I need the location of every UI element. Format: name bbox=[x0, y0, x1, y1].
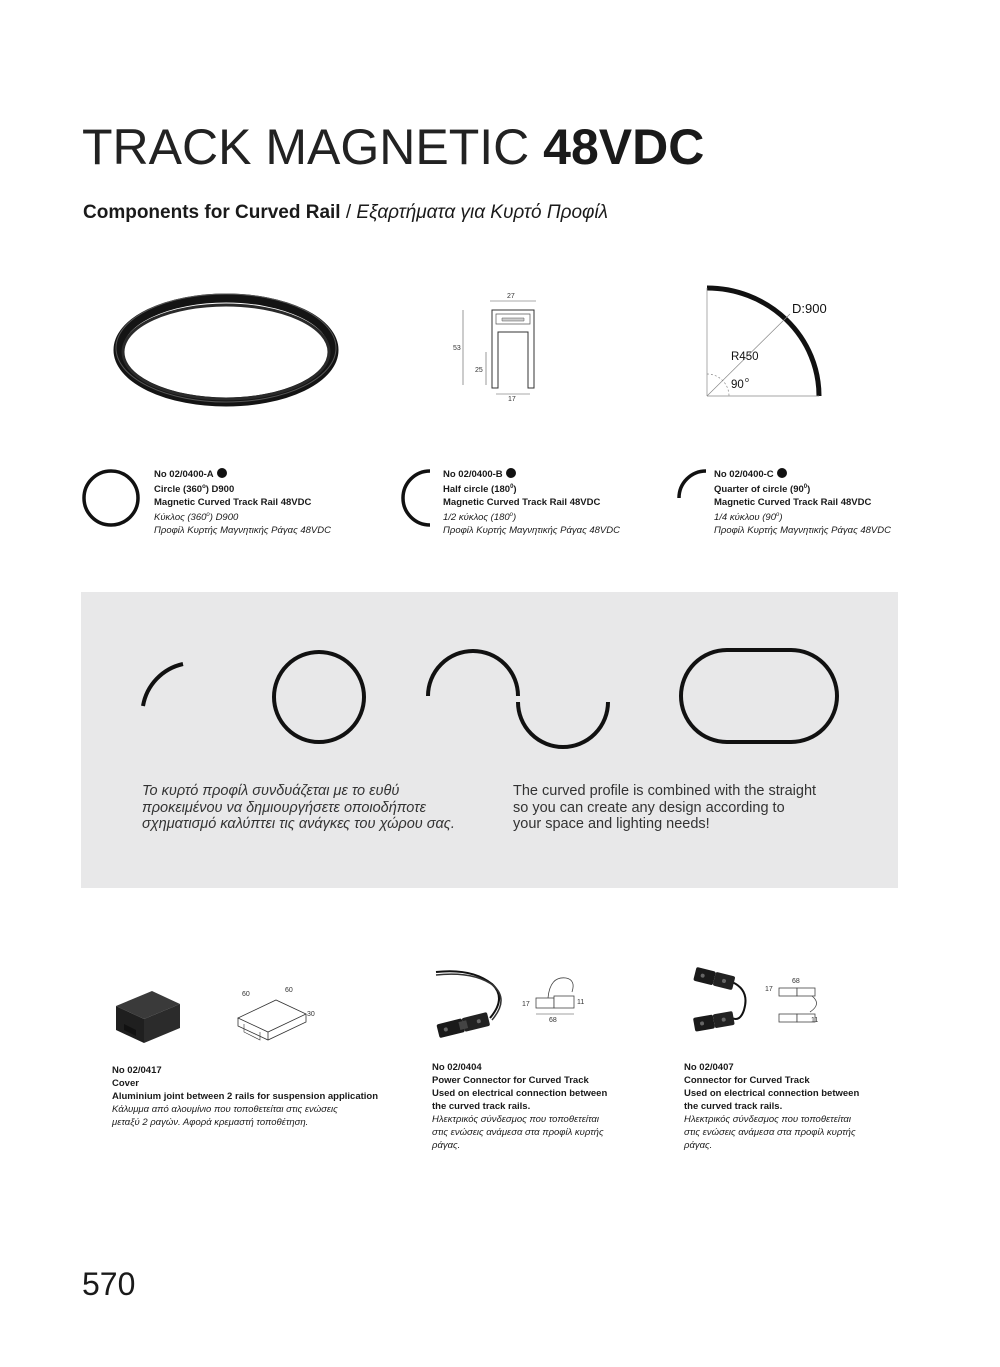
accessory-desc-line: the curved track rails. bbox=[432, 1101, 531, 1112]
accessory-gr-line: Κάλυμμα από αλουμίνιο που τοποθετείται στις ενώσεις bbox=[112, 1104, 338, 1115]
combo-english-line: so you can create any design according to bbox=[513, 799, 785, 816]
dim-27: 27 bbox=[507, 293, 515, 300]
product-gr-name: 1/2 κύκλος (180 bbox=[443, 512, 510, 524]
black-dot-icon bbox=[777, 468, 787, 478]
connector-dim-c: 11 bbox=[811, 1017, 819, 1024]
stadium-shape bbox=[681, 650, 837, 742]
subtitle-bold: Components for Curved Rail bbox=[83, 202, 341, 223]
product-gr-name-end: ) bbox=[513, 512, 517, 524]
product-gr-name-sup: o bbox=[206, 512, 210, 519]
s-curve-upper bbox=[428, 651, 518, 696]
combo-english-line: The curved profile is combined with the straight bbox=[513, 783, 817, 799]
cover-dim-w2: 60 bbox=[285, 987, 293, 994]
product-name: Half circle (180 bbox=[443, 484, 511, 496]
combo-greek-line: σχηματισμό καλύπτει τις ανάγκες του χώρου σας. bbox=[142, 816, 455, 832]
product-c bbox=[714, 468, 891, 537]
accessory-name: Cover bbox=[112, 1078, 139, 1089]
cover-photo bbox=[110, 988, 185, 1048]
product-name-end: ) bbox=[807, 484, 811, 496]
title-bold: 48VDC bbox=[543, 119, 705, 175]
page-number: 570 bbox=[82, 1266, 136, 1302]
full-circle-icon bbox=[82, 469, 142, 529]
radius-label: R450 bbox=[731, 351, 759, 363]
product-gr-name: 1/4 κύκλου (90 bbox=[714, 512, 776, 524]
product-name: Circle (360 bbox=[154, 484, 203, 496]
power-dim-c: 68 bbox=[549, 1017, 557, 1024]
accessory-gr-line: ράγας. bbox=[684, 1140, 713, 1151]
product-gr-name-end: ) bbox=[779, 512, 783, 524]
subtitle-italic: Εξαρτήματα για Κυρτό Προφίλ bbox=[356, 202, 609, 223]
combo-greek bbox=[142, 783, 455, 833]
product-code: No 02/0400-C bbox=[714, 469, 774, 480]
accessory-desc-line: the curved track rails. bbox=[684, 1101, 783, 1112]
combo-greek-line: Το κυρτό προφίλ συνδυάζεται με το ευθύ bbox=[142, 783, 400, 799]
profile-section-drawing bbox=[450, 290, 560, 405]
connector-dim-a: 68 bbox=[792, 978, 800, 985]
product-gr-name: Κύκλος (360 bbox=[154, 512, 207, 524]
cover-drawing bbox=[230, 980, 330, 1052]
product-a bbox=[154, 468, 331, 537]
product-type: Magnetic Curved Track Rail 48VDC bbox=[714, 497, 872, 509]
product-name-sup: o bbox=[202, 484, 206, 490]
product-gr-name-sup: o bbox=[776, 512, 780, 519]
product-gr-name-end: ) D900 bbox=[209, 512, 239, 524]
product-gr-type: Προφίλ Κυρτής Μαγνητικής Ράγας 48VDC bbox=[154, 525, 331, 537]
connector-drawing bbox=[762, 972, 832, 1030]
combo-english bbox=[513, 783, 816, 833]
circle-shape bbox=[274, 652, 364, 742]
accessory-gr-line: στις ενώσεις ανάμεσα στα προφίλ κυρτής bbox=[432, 1127, 604, 1138]
page-subtitle bbox=[83, 202, 608, 224]
product-gr-name-sup: o bbox=[509, 512, 514, 519]
accessory-gr-line: στις ενώσεις ανάμεσα στα προφίλ κυρτής bbox=[684, 1127, 856, 1138]
product-name-sup: 0 bbox=[803, 484, 808, 490]
connector-photo bbox=[692, 966, 757, 1038]
angle-degree: o bbox=[745, 377, 749, 384]
accessory-code: No 02/0417 bbox=[112, 1065, 162, 1076]
black-dot-icon bbox=[506, 468, 516, 478]
power-dim-a: 17 bbox=[522, 1001, 530, 1008]
power-connector-drawing bbox=[520, 972, 600, 1027]
product-b bbox=[443, 468, 620, 537]
accessory-gr-line: μεταξύ 2 ραγών. Αφορά κρεμαστή τοποθέτηση. bbox=[112, 1117, 309, 1128]
combo-greek-line: προκειμένου να δημιουργήσετε οποιοδήποτε bbox=[142, 799, 426, 816]
subtitle-sep: / bbox=[340, 202, 357, 223]
page-title bbox=[82, 118, 704, 176]
quarter-circle-icon bbox=[676, 469, 716, 509]
dim-53: 53 bbox=[453, 345, 461, 352]
accessory-power-connector bbox=[432, 1061, 607, 1152]
accessory-code: No 02/0407 bbox=[684, 1062, 734, 1073]
dim-17: 17 bbox=[508, 396, 516, 403]
s-curve-lower bbox=[518, 702, 608, 747]
accessory-gr-line: Ηλεκτρικός σύνδεσμος που τοποθετείται bbox=[432, 1114, 599, 1125]
accessory-connector bbox=[684, 1061, 859, 1152]
product-name-sup: 0 bbox=[510, 484, 514, 490]
product-code: No 02/0400-B bbox=[443, 469, 503, 480]
product-code: No 02/0400-A bbox=[154, 469, 214, 480]
black-dot-icon bbox=[217, 468, 227, 478]
power-connector-photo bbox=[432, 966, 527, 1046]
accessory-desc: Aluminium joint between 2 rails for suspension application bbox=[112, 1091, 379, 1102]
accessory-gr-line: Ηλεκτρικός σύνδεσμος που τοποθετείται bbox=[684, 1114, 851, 1125]
dim-25: 25 bbox=[475, 367, 483, 374]
product-gr-type: Προφίλ Κυρτής Μαγνητικής Ράγας 48VDC bbox=[443, 525, 620, 537]
angle-label: 90 bbox=[731, 379, 744, 391]
product-name: Quarter of circle (90 bbox=[714, 484, 804, 496]
connector-dim-b: 17 bbox=[765, 986, 773, 993]
accessory-name: Power Connector for Curved Track bbox=[432, 1075, 589, 1086]
title-light: TRACK MAGNETIC bbox=[82, 119, 544, 175]
ring-photo bbox=[110, 292, 350, 412]
product-gr-type: Προφίλ Κυρτής Μαγνητικής Ράγας 48VDC bbox=[714, 525, 891, 537]
accessory-desc-line: Used on electrical connection between bbox=[432, 1088, 608, 1099]
product-type: Magnetic Curved Track Rail 48VDC bbox=[154, 497, 312, 509]
product-name-end: ) bbox=[513, 484, 517, 496]
combo-english-line: your space and lighting needs! bbox=[513, 816, 710, 832]
power-dim-b: 11 bbox=[577, 999, 585, 1006]
quarter-arc-shape bbox=[143, 664, 183, 706]
product-name-end: ) D900 bbox=[205, 484, 235, 496]
accessory-code: No 02/0404 bbox=[432, 1062, 482, 1073]
half-circle-icon bbox=[402, 469, 442, 529]
accessory-cover bbox=[112, 1064, 378, 1129]
cover-dim-h: 30 bbox=[307, 1011, 315, 1018]
accessory-gr-line: ράγας. bbox=[432, 1140, 461, 1151]
diameter-label: D:900 bbox=[792, 301, 827, 316]
product-type: Magnetic Curved Track Rail 48VDC bbox=[443, 497, 601, 509]
combination-shapes bbox=[81, 592, 898, 888]
quarter-circle-diagram bbox=[700, 282, 840, 402]
accessory-desc-line: Used on electrical connection between bbox=[684, 1088, 860, 1099]
accessory-name: Connector for Curved Track bbox=[684, 1075, 810, 1086]
cover-dim-w1: 60 bbox=[242, 991, 250, 998]
